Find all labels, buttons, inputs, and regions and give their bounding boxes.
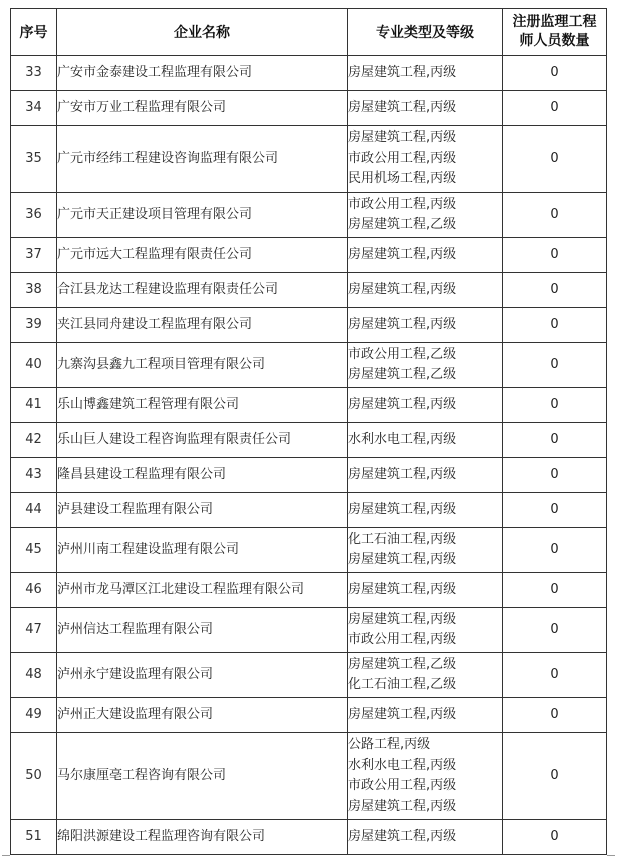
table-row	[11, 573, 607, 608]
row-engineer-count: 0	[503, 193, 607, 238]
row-serial-number: 45	[11, 528, 57, 573]
table-row	[11, 458, 607, 493]
row-engineer-count: 0	[503, 733, 607, 820]
row-company-name: 泸州正大建设监理有限公司	[57, 698, 348, 733]
row-company-name: 广元市经纬工程建设咨询监理有限公司	[57, 126, 348, 193]
table-header-row	[11, 9, 607, 56]
row-specialty-grade: 化工石油工程,丙级 房屋建筑工程,丙级	[348, 528, 503, 573]
row-serial-number: 36	[11, 193, 57, 238]
row-company-name: 广安市金泰建设工程监理有限公司	[57, 56, 348, 91]
row-specialty-grade: 房屋建筑工程,丙级	[348, 308, 503, 343]
table-row	[11, 308, 607, 343]
row-serial-number: 35	[11, 126, 57, 193]
table-row	[11, 493, 607, 528]
row-company-name: 泸州信达工程监理有限公司	[57, 608, 348, 653]
table-row	[11, 343, 607, 388]
row-specialty-grade: 房屋建筑工程,丙级	[348, 388, 503, 423]
row-serial-number: 34	[11, 91, 57, 126]
enterprise-table	[10, 8, 607, 855]
row-company-name: 广元市远大工程监理有限责任公司	[57, 238, 348, 273]
row-engineer-count: 0	[503, 458, 607, 493]
table-row	[11, 91, 607, 126]
row-engineer-count: 0	[503, 238, 607, 273]
row-company-name: 泸县建设工程监理有限公司	[57, 493, 348, 528]
row-engineer-count: 0	[503, 56, 607, 91]
row-serial-number: 51	[11, 820, 57, 855]
row-serial-number: 42	[11, 423, 57, 458]
table-row	[11, 126, 607, 193]
row-company-name: 泸州永宁建设监理有限公司	[57, 653, 348, 698]
row-engineer-count: 0	[503, 126, 607, 193]
table-row	[11, 388, 607, 423]
row-engineer-count: 0	[503, 493, 607, 528]
row-specialty-grade: 房屋建筑工程,丙级	[348, 698, 503, 733]
row-specialty-grade: 房屋建筑工程,丙级	[348, 273, 503, 308]
row-engineer-count: 0	[503, 343, 607, 388]
row-company-name: 乐山博鑫建筑工程管理有限公司	[57, 388, 348, 423]
row-company-name: 隆昌县建设工程监理有限公司	[57, 458, 348, 493]
table-row	[11, 56, 607, 91]
row-specialty-grade: 房屋建筑工程,丙级	[348, 56, 503, 91]
row-company-name: 合江县龙达工程建设监理有限责任公司	[57, 273, 348, 308]
row-engineer-count: 0	[503, 388, 607, 423]
row-company-name: 绵阳洪源建设工程监理咨询有限公司	[57, 820, 348, 855]
row-serial-number: 43	[11, 458, 57, 493]
row-serial-number: 47	[11, 608, 57, 653]
row-company-name: 广安市万业工程监理有限公司	[57, 91, 348, 126]
row-company-name: 泸州川南工程建设监理有限公司	[57, 528, 348, 573]
row-engineer-count: 0	[503, 573, 607, 608]
row-company-name: 乐山巨人建设工程咨询监理有限责任公司	[57, 423, 348, 458]
row-engineer-count: 0	[503, 608, 607, 653]
row-specialty-grade: 房屋建筑工程,丙级 市政公用工程,丙级 民用机场工程,丙级	[348, 126, 503, 193]
header-engineer-count-label: 注册监理工程 师人员数量	[512, 14, 597, 49]
row-engineer-count: 0	[503, 273, 607, 308]
table-row	[11, 733, 607, 820]
row-specialty-grade: 水利水电工程,丙级	[348, 423, 503, 458]
table-row	[11, 698, 607, 733]
row-specialty-grade: 房屋建筑工程,丙级	[348, 458, 503, 493]
table-row	[11, 653, 607, 698]
row-serial-number: 41	[11, 388, 57, 423]
row-specialty-grade: 房屋建筑工程,丙级 市政公用工程,丙级	[348, 608, 503, 653]
row-serial-number: 38	[11, 273, 57, 308]
row-specialty-grade: 房屋建筑工程,丙级	[348, 238, 503, 273]
row-specialty-grade: 市政公用工程,乙级 房屋建筑工程,乙级	[348, 343, 503, 388]
row-engineer-count: 0	[503, 698, 607, 733]
page-corner-mark-right	[607, 855, 615, 856]
row-serial-number: 50	[11, 733, 57, 820]
table-row	[11, 528, 607, 573]
row-engineer-count: 0	[503, 91, 607, 126]
row-specialty-grade: 房屋建筑工程,丙级	[348, 573, 503, 608]
table-row	[11, 820, 607, 855]
row-engineer-count: 0	[503, 528, 607, 573]
page-corner-mark-left	[2, 855, 10, 856]
header-engineer-count	[503, 9, 607, 56]
row-engineer-count: 0	[503, 308, 607, 343]
row-company-name: 广元市天正建设项目管理有限公司	[57, 193, 348, 238]
row-serial-number: 48	[11, 653, 57, 698]
row-company-name: 泸州市龙马潭区江北建设工程监理有限公司	[57, 573, 348, 608]
row-serial-number: 39	[11, 308, 57, 343]
table-row	[11, 193, 607, 238]
row-specialty-grade: 公路工程,丙级 水利水电工程,丙级 市政公用工程,丙级 房屋建筑工程,丙级	[348, 733, 503, 820]
table-row	[11, 423, 607, 458]
table-row	[11, 273, 607, 308]
row-specialty-grade: 房屋建筑工程,丙级	[348, 91, 503, 126]
row-company-name: 九寨沟县鑫九工程项目管理有限公司	[57, 343, 348, 388]
row-engineer-count: 0	[503, 653, 607, 698]
header-specialty-grade: 专业类型及等级	[348, 9, 503, 56]
row-specialty-grade: 房屋建筑工程,乙级 化工石油工程,乙级	[348, 653, 503, 698]
table-row	[11, 238, 607, 273]
table-row	[11, 608, 607, 653]
row-company-name: 马尔康厘亳工程咨询有限公司	[57, 733, 348, 820]
header-serial-number: 序号	[11, 9, 57, 56]
row-specialty-grade: 房屋建筑工程,丙级	[348, 493, 503, 528]
row-specialty-grade: 市政公用工程,丙级 房屋建筑工程,乙级	[348, 193, 503, 238]
row-serial-number: 37	[11, 238, 57, 273]
row-serial-number: 40	[11, 343, 57, 388]
row-serial-number: 46	[11, 573, 57, 608]
row-engineer-count: 0	[503, 423, 607, 458]
header-company-name: 企业名称	[57, 9, 348, 56]
row-company-name: 夹江县同舟建设工程监理有限公司	[57, 308, 348, 343]
row-serial-number: 49	[11, 698, 57, 733]
row-engineer-count: 0	[503, 820, 607, 855]
row-serial-number: 33	[11, 56, 57, 91]
row-specialty-grade: 房屋建筑工程,丙级	[348, 820, 503, 855]
row-serial-number: 44	[11, 493, 57, 528]
